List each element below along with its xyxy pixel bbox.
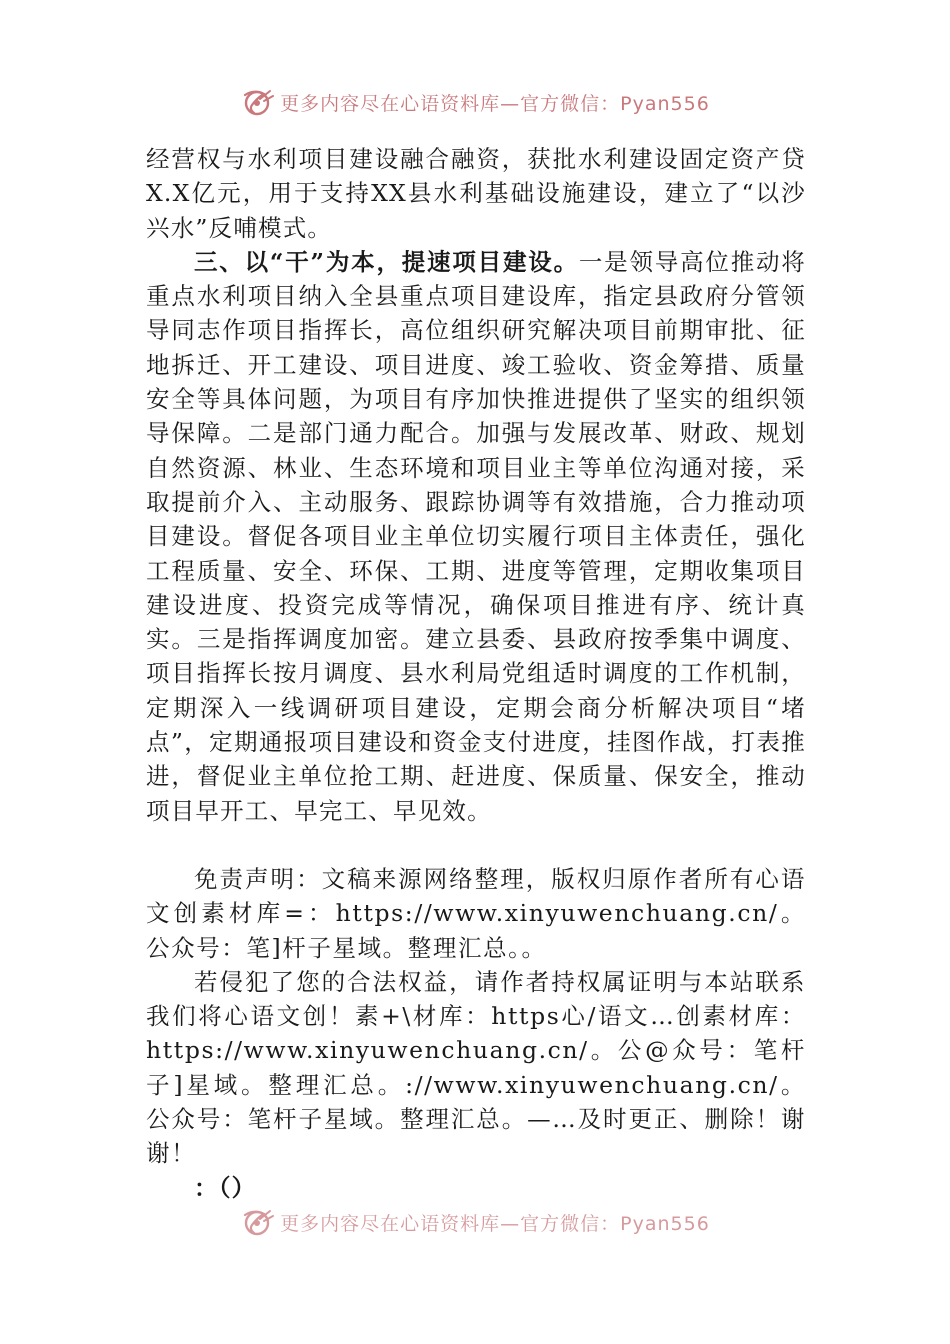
watermark-logo-icon <box>240 85 276 119</box>
watermark-logo-icon <box>240 1205 276 1239</box>
section-paragraph <box>146 245 806 828</box>
disclaimer-tail: ：（） <box>194 1173 257 1202</box>
section-heading: 三、以“干”为本，提速项目建设。 <box>194 247 579 276</box>
document-body <box>146 142 806 1205</box>
watermark-text: 更多内容尽在心语资料库—官方微信：Pyan556 <box>280 1212 710 1235</box>
watermark-text: 更多内容尽在心语资料库—官方微信：Pyan556 <box>280 92 710 115</box>
disclaimer-paragraph: 若侵犯了您的合法权益，请作者持权属证明与本站联系我们将心语文创！素+\材库：https心/语文…创素材库：https://www.xinyuwenchuang.cn/。公@众号：笔杆子]星域。整理汇总。://www.xinyuwenchuang.cn/。公众号：笔杆子星域。整理汇总。—…及时更正、删除！谢谢！ <box>146 967 806 1168</box>
watermark-header <box>0 84 950 120</box>
paragraph-gap <box>146 828 806 862</box>
body-paragraph: 经营权与水利项目建设融合融资，获批水利建设固定资产贷X.X亿元，用于支持XX县水利基础设施建设，建立了“以沙兴水”反哺模式。 <box>146 145 806 242</box>
watermark-footer <box>0 1204 950 1240</box>
section-text: 一是领导高位推动将重点水利项目纳入全县重点项目建设库，指定县政府分管领导同志作项目指挥长，高位组织研究解决项目前期审批、征地拆迁、开工建设、项目进度、竣工验收、资金筹措、质量安全等具体问题，为项目有序加快推进提供了坚实的组织领导保障。二是部门通力配合。加强与发展改革、财政、规划自然资源、林业、生态环境和项目业主等单位沟通对接，采取提前介入、主动服务、跟踪协调等有效措施，合力推动项目建设。督促各项目业主单位切实履行项目主体责任，强化工程质量、安全、环保、工期、进度等管理，定期收集项目建设进度、投资完成等情况，确保项目推进有序、统计真实。三是指挥调度加密。建立县委、县政府按季集中调度、项目指挥长按月调度、县水利局党组适时调度的工作机制，定期深入一线调研项目建设，定期会商分析解决项目“堵点”，定期通报项目建设和资金支付进度，挂图作战，打表推进，督促业主单位抢工期、赶进度、保质量、保安全，推动项目早开工、早完工、早见效。 <box>146 247 806 825</box>
disclaimer-paragraph: 免责声明：文稿来源网络整理，版权归原作者所有心语文创素材库=：https://www.xinyuwenchuang.cn/。公众号：笔]杆子星域。整理汇总。。 <box>146 864 806 962</box>
